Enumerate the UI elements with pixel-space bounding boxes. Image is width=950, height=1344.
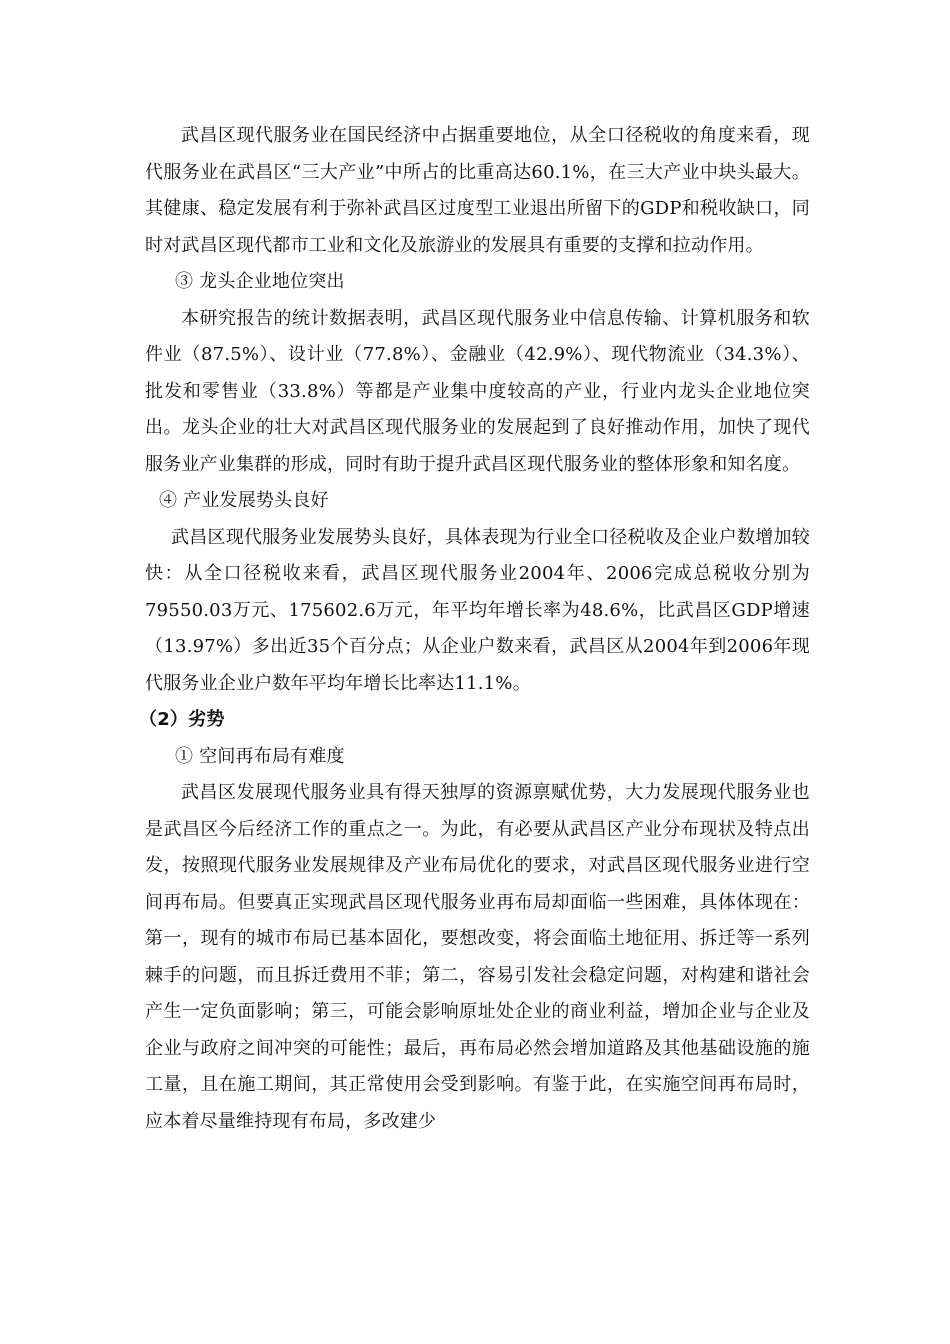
paragraph-relayout-difficulties: 武昌区发展现代服务业具有得天独厚的资源禀赋优势，大力发展现代服务业也是武昌区今后经济工作的重点之一。为此，有必要从武昌区产业分布现状及特点出发，按照现代服务业发展规律及产业布局优化的要求，对武昌区现代服务业进行空间再布局。但要真正实现武昌区现代服务业再布局却面临一些困难，具体体现在：第一，现有的城市布局已基本固化，要想改变，将会面临土地征用、拆迁等一系列棘手的问题，而且拆迁费用不菲；第二，容易引发社会稳定问题，对构建和谐社会产生一定负面影响；第三，可能会影响原址处企业的商业利益，增加企业与企业及企业与政府之间冲突的可能性；最后，再布局必然会增加道路及其他基础设施的施工量，且在施工期间，其正常使用会受到影响。有鉴于此，在实施空间再布局时，应本着尽量维持现有布局，多改建少 (145, 782, 810, 1132)
paragraph-service-industry-importance: 武昌区现代服务业在国民经济中占据重要地位，从全口径税收的角度来看，现代服务业在武昌区“三大产业”中所占的比重高达60.1%，在三大产业中块头最大。其健康、稳定发展有利于弥补武昌区过度型工业退出所留下的GDP和税收缺口，同时对武昌区现代都市工业和文化及旅游业的发展具有重要的支撑和拉动作用。 (145, 125, 810, 256)
paragraph-tax-growth: 武昌区现代服务业发展势头良好，具体表现为行业全口径税收及企业户数增加较快：从全口径税收来看，武昌区现代服务业2004年、2006完成总税收分别为79550.03万元、175602.6万元，年平均年增长率为48.6%，比武昌区GDP增速（13.97%）多出近35个百分点；从企业户数来看，武昌区从2004年到2006年现代服务业企业户数年平均年增长比率达11.1%。 (145, 526, 810, 694)
paragraph-industry-concentration: 本研究报告的统计数据表明，武昌区现代服务业中信息传输、计算机服务和软件业（87.5%）、设计业（77.8%）、金融业（42.9%）、现代物流业（34.3%）、批发和零售业（33.8%）等都是产业集中度较高的产业，行业内龙头企业地位突出。龙头企业的壮大对武昌区现代服务业的发展起到了良好推动作用，加快了现代服务业产业集群的形成，同时有助于提升武昌区现代服务业的整体形象和知名度。 (145, 307, 810, 475)
subheading-development-momentum: ④ 产业发展势头良好 (159, 490, 329, 511)
document-page (139, 118, 810, 1140)
subheading-spatial-relayout: ① 空间再布局有难度 (175, 745, 345, 767)
subheading-leading-enterprises: ③ 龙头企业地位突出 (175, 271, 345, 292)
section-heading-weaknesses: （2）劣势 (139, 709, 225, 730)
